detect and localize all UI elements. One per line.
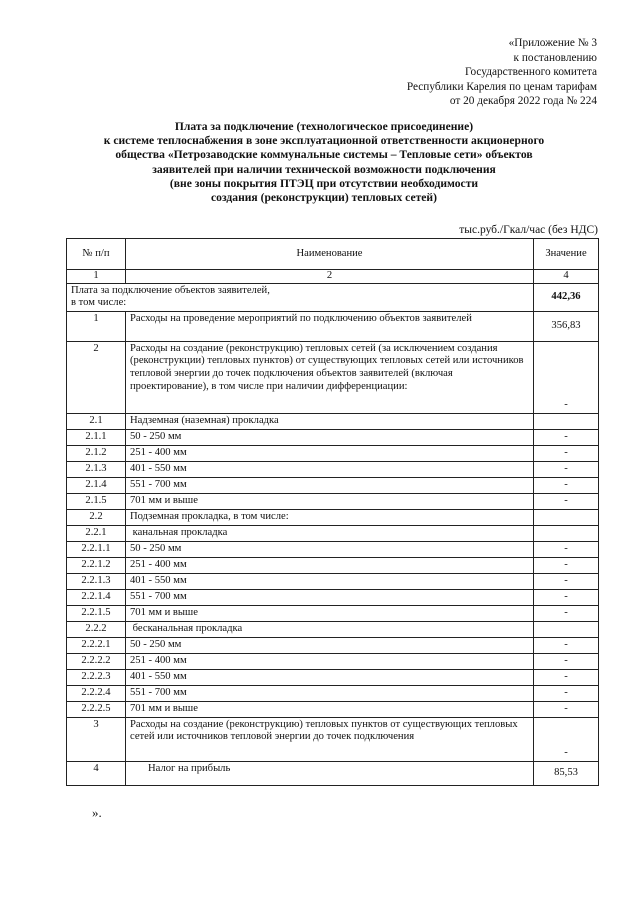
table-header-row (67, 239, 599, 270)
title-line: создания (реконструкции) тепловых сетей) (211, 191, 437, 205)
row-num: 2.2.1 (67, 525, 126, 541)
row-value: - (534, 493, 599, 509)
header-name: Наименование (126, 239, 534, 270)
table-row (67, 493, 599, 509)
row-num: 2.1.5 (67, 493, 126, 509)
table-row (67, 669, 599, 685)
row-value: 356,83 (534, 311, 599, 341)
row-name: 50 - 250 мм (126, 429, 534, 445)
header-line: Государственного комитета (464, 66, 597, 79)
row-value: - (534, 685, 599, 701)
row-value: - (534, 557, 599, 573)
row-value: - (534, 589, 599, 605)
row-value: - (534, 573, 599, 589)
row-value: - (534, 701, 599, 717)
table-row (67, 311, 599, 341)
table-row (67, 573, 599, 589)
row-value (534, 413, 599, 429)
table-row (67, 541, 599, 557)
row-value: - (534, 637, 599, 653)
appendix-header (407, 36, 597, 109)
row-name: 251 - 400 мм (126, 445, 534, 461)
row-value: - (534, 429, 599, 445)
row-name: 551 - 700 мм (126, 685, 534, 701)
row-name: 701 мм и выше (126, 701, 534, 717)
table-row (67, 685, 599, 701)
title-line: (вне зоны покрытия ПТЭЦ при отсутствии необходимости (169, 176, 479, 190)
row-num: 2 (67, 341, 126, 413)
table-row (67, 761, 599, 785)
title-line: Плата за подключение (технологическое присоединение) (174, 120, 474, 133)
table-row (67, 413, 599, 429)
row-name: бесканальная прокладка (126, 621, 534, 637)
row-value (534, 621, 599, 637)
row-value: - (534, 445, 599, 461)
table-row (67, 557, 599, 573)
row-name: 251 - 400 мм (126, 653, 534, 669)
title-line: заявителей при наличии технической возможности подключения (152, 162, 496, 176)
column-index-row (67, 270, 599, 284)
row-name: Надземная (наземная) прокладка (126, 413, 534, 429)
header-line: от 20 декабря 2022 года № 224 (449, 95, 597, 108)
header-num: № п/п (67, 239, 126, 270)
row-name: Расходы на проведение мероприятий по подключению объектов заявителей (126, 311, 534, 341)
units-label: тыс.руб./Гкал/час (без НДС) (459, 224, 598, 236)
table-row (67, 509, 599, 525)
row-num: 2.1.3 (67, 461, 126, 477)
row-name: 251 - 400 мм (126, 557, 534, 573)
table-row (67, 653, 599, 669)
row-num: 2.2.1.5 (67, 605, 126, 621)
row-name: 50 - 250 мм (126, 541, 534, 557)
table-row (67, 589, 599, 605)
index-name: 2 (126, 270, 534, 284)
row-value (534, 509, 599, 525)
row-value: 85,53 (534, 761, 599, 785)
row-name: Расходы на создание (реконструкцию) тепловых сетей (за исключением создания (реконструкции) тепловых пунктов) от существующих тепловых сетей или источников тепловой энергии до точек подключения объектов заявителей (включая проектирование), в том числе при наличии дифференциации: (126, 341, 534, 413)
row-name: канальная прокладка (126, 525, 534, 541)
row-num: 2.2.2.1 (67, 637, 126, 653)
row-num: 2.2 (67, 509, 126, 525)
row-name: 551 - 700 мм (126, 477, 534, 493)
row-name: 50 - 250 мм (126, 637, 534, 653)
row-value: - (534, 669, 599, 685)
table-row (67, 621, 599, 637)
index-value: 4 (534, 270, 599, 284)
header-value: Значение (534, 239, 599, 270)
header-line: «Приложение № 3 (508, 37, 597, 49)
table-row (67, 717, 599, 761)
row-num: 2.1.4 (67, 477, 126, 493)
row-value: - (534, 461, 599, 477)
row-num: 3 (67, 717, 126, 761)
title-line: к системе теплоснабжения в зоне эксплуатационной ответственности акционерного (103, 134, 545, 148)
row-num: 1 (67, 311, 126, 341)
row-num: 2.2.1.3 (67, 573, 126, 589)
row-name: Налог на прибыль (126, 761, 534, 785)
row-num: 2.2.2 (67, 621, 126, 637)
row-name: Подземная прокладка, в том числе: (126, 509, 534, 525)
table-row (67, 605, 599, 621)
row-num: 2.2.1.2 (67, 557, 126, 573)
table-row (67, 429, 599, 445)
header-line: Республики Карелия по ценам тарифам (406, 80, 597, 93)
row-num: 2.2.2.5 (67, 701, 126, 717)
row-name: Расходы на создание (реконструкцию) тепловых пунктов от существующих тепловых сетей или источников тепловой энергии до точек подключения (126, 717, 534, 761)
row-value: - (534, 541, 599, 557)
row-num: 2.2.2.2 (67, 653, 126, 669)
table-row (67, 701, 599, 717)
table-row (67, 341, 599, 413)
row-name: 701 мм и выше (126, 605, 534, 621)
row-name: 401 - 550 мм (126, 461, 534, 477)
row-num: 4 (67, 761, 126, 785)
title-line: общества «Петрозаводские коммунальные системы – Тепловые сети» объектов (115, 148, 533, 162)
row-value: - (534, 717, 599, 761)
row-num: 2.2.2.4 (67, 685, 126, 701)
row-value: - (534, 341, 599, 413)
document-title (64, 120, 584, 205)
table-row (67, 461, 599, 477)
row-name: 551 - 700 мм (126, 589, 534, 605)
table-row (67, 525, 599, 541)
row-num: 2.1.1 (67, 429, 126, 445)
row-num: 2.1.2 (67, 445, 126, 461)
table-row (67, 477, 599, 493)
row-value (534, 525, 599, 541)
total-value: 442,36 (534, 283, 599, 311)
row-name: 401 - 550 мм (126, 573, 534, 589)
closing-quote: ». (92, 805, 102, 820)
row-num: 2.2.1.1 (67, 541, 126, 557)
row-num: 2.1 (67, 413, 126, 429)
header-line: к постановлению (513, 51, 597, 64)
tariff-table (66, 238, 599, 786)
row-value: - (534, 605, 599, 621)
index-num: 1 (67, 270, 126, 284)
total-name: Плата за подключение объектов заявителей, в том числе: (67, 283, 534, 311)
row-name: 401 - 550 мм (126, 669, 534, 685)
row-name: 701 мм и выше (126, 493, 534, 509)
table-row (67, 445, 599, 461)
row-value: - (534, 653, 599, 669)
total-row (67, 283, 599, 311)
table-row (67, 637, 599, 653)
row-num: 2.2.2.3 (67, 669, 126, 685)
row-num: 2.2.1.4 (67, 589, 126, 605)
row-value: - (534, 477, 599, 493)
